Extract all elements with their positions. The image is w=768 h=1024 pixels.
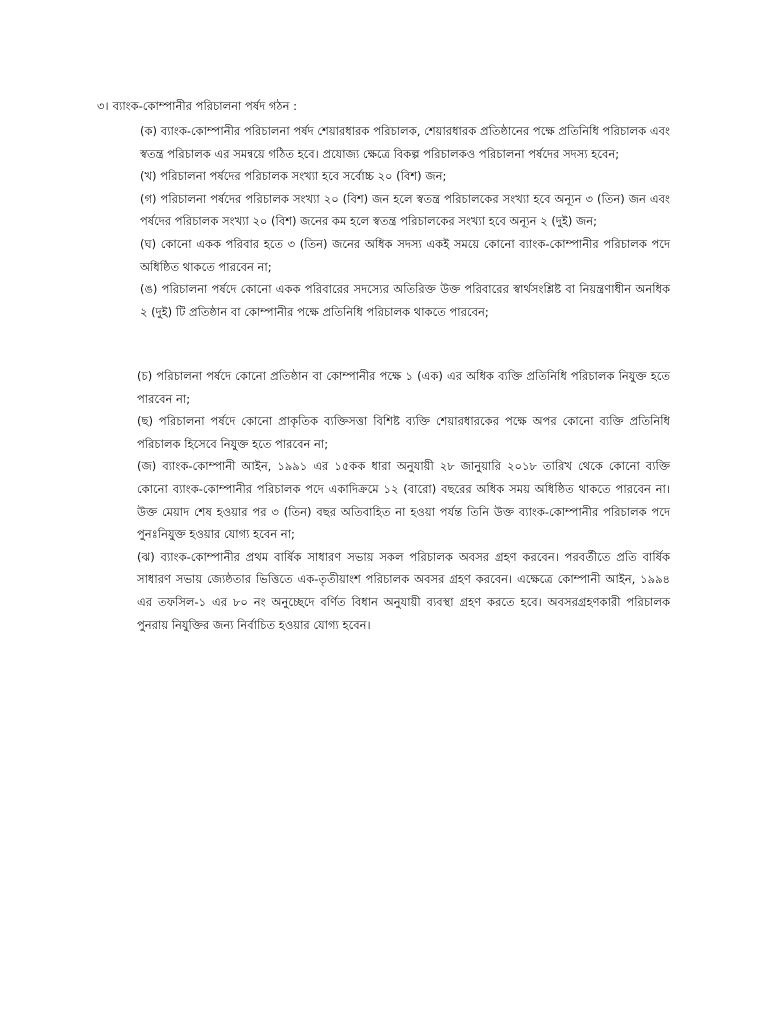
clause-label: (ঙ) bbox=[140, 282, 158, 297]
clause-ka bbox=[140, 120, 670, 165]
clause-ga bbox=[140, 188, 670, 233]
clause-label: (জ) bbox=[137, 459, 157, 474]
section-title: ব্যাংক-কোম্পানীর পরিচালনা পর্ষদ গঠন : bbox=[112, 99, 297, 113]
clause-label: (খ) bbox=[140, 169, 157, 184]
clause-cha bbox=[137, 365, 670, 410]
clause-text: ব্যাংক-কোম্পানী আইন, ১৯৯১ এর ১৫কক ধারা অনুযায়ী ২৮ জানুয়ারি ২০১৮ তারিখ থেকে কোনো ব্যক্তি কোনো ব্যাংক-কোম্পানীর পরিচালক পদে একাদিক্রমে ১২ (বারো) বছরের অধিক সময় অধিষ্ঠিত থাকতে পারবেন না। উক্ত মেয়াদ শেষ হওয়ার পর ৩ (তিন) বছর অতিবাহিত না হওয়া পর্যন্ত তিনি উক্ত ব্যাংক-কোম্পানীর পরিচালক পদে পুনঃনিযুক্ত হওয়ার যোগ্য হবেন না; bbox=[137, 459, 671, 542]
clause-label: (ঘ) bbox=[140, 236, 157, 251]
clause-text: ব্যাংক-কোম্পানীর প্রথম বার্ষিক সাধারণ সভায় সকল পরিচালক অবসর গ্রহণ করবেন। পরবর্তীতে প্রতি বার্ষিক সাধারণ সভায় জ্যেষ্ঠতার ভিত্তিতে এক-তৃতীয়াংশ পরিচালক অবসর গ্রহণ করবেন। এক্ষেত্রে কোম্পানী আইন, ১৯৯৪ এর তফসিল-১ এর ৮০ নং অনুচ্ছেদে বর্ণিত বিধান অনুযায়ী ব্যবস্থা গ্রহণ করতে হবে। অবসরগ্রহণকারী পরিচালক পুনরায় নিযুক্তির জন্য নির্বাচিত হওয়ার যোগ্য হবেন। bbox=[137, 549, 670, 632]
clause-text: পরিচালনা পর্ষদের পরিচালক সংখ্যা ২০ (বিশ) জন হলে স্বতন্ত্র পরিচালকের সংখ্যা হবে অন্যূন ৩ (তিন) জন এবং পর্ষদের পরিচালক সংখ্যা ২০ (বিশ) জনের কম হলে স্বতন্ত্র পরিচালকের সংখ্যা হবে অন্যূন ২ (দুই) জন; bbox=[140, 191, 670, 229]
clause-ja bbox=[137, 455, 670, 545]
section-number: ৩। bbox=[97, 99, 109, 113]
clause-label: (গ) bbox=[140, 191, 157, 206]
clause-text: কোনো একক পরিবার হতে ৩ (তিন) জনের অধিক সদস্য একই সময়ে কোনো ব্যাংক-কোম্পানীর পরিচালক পদে অধিষ্ঠিত থাকতে পারবেন না; bbox=[140, 236, 670, 274]
clause-uma bbox=[140, 278, 670, 323]
clause-text: পরিচালনা পর্ষদে কোনো প্রতিষ্ঠান বা কোম্পানীর পক্ষে ১ (এক) এর অধিক ব্যক্তি প্রতিনিধি পরিচালক নিযুক্ত হতে পারবেন না; bbox=[137, 369, 670, 406]
clause-list-secondary bbox=[137, 365, 670, 636]
clause-kha bbox=[140, 165, 670, 188]
clause-list-primary bbox=[140, 120, 670, 323]
clause-jha bbox=[137, 546, 670, 636]
clause-label: (ক) bbox=[140, 124, 158, 138]
clause-text: পরিচালনা পর্ষদের পরিচালক সংখ্যা হবে সর্বোচ্চ ২০ (বিশ) জন; bbox=[160, 169, 447, 184]
clause-text: পরিচালনা পর্ষদে কোনো একক পরিবারের সদস্যের অতিরিক্ত উক্ত পরিবারের স্বার্থসংশ্লিষ্ট বা নিয়ন্ত্রণাধীন অনধিক ২ (দুই) টি প্রতিষ্ঠান বা কোম্পানীর পক্ষে প্রতিনিধি পরিচালক থাকতে পারবেন; bbox=[140, 282, 670, 319]
section-heading bbox=[97, 98, 297, 114]
clause-text: ব্যাংক-কোম্পানীর পরিচালনা পর্ষদ শেয়ারধারক পরিচালক, শেয়ারধারক প্রতিষ্ঠানের পক্ষে প্রতিনিধি পরিচালক এবং স্বতন্ত্র পরিচালক এর সমন্বয়ে গঠিত হবে। প্রযোজ্য ক্ষেত্রে বিকল্প পরিচালকও পরিচালনা পর্ষদের সদস্য হবেন; bbox=[140, 124, 670, 161]
clause-label: (ঝ) bbox=[137, 549, 155, 564]
clause-gha bbox=[140, 233, 670, 278]
clause-text: পরিচালনা পর্ষদে কোনো প্রাকৃতিক ব্যক্তিসত্তা বিশিষ্ট ব্যক্তি শেয়ারধারকের পক্ষে অপর কোনো ব্যক্তি প্রতিনিধি পরিচালক হিসেবে নিযুক্ত হতে পারবেন না; bbox=[137, 414, 670, 451]
clause-label: (ছ) bbox=[137, 414, 153, 429]
clause-chha bbox=[137, 410, 670, 455]
clause-label: (চ) bbox=[137, 369, 153, 383]
